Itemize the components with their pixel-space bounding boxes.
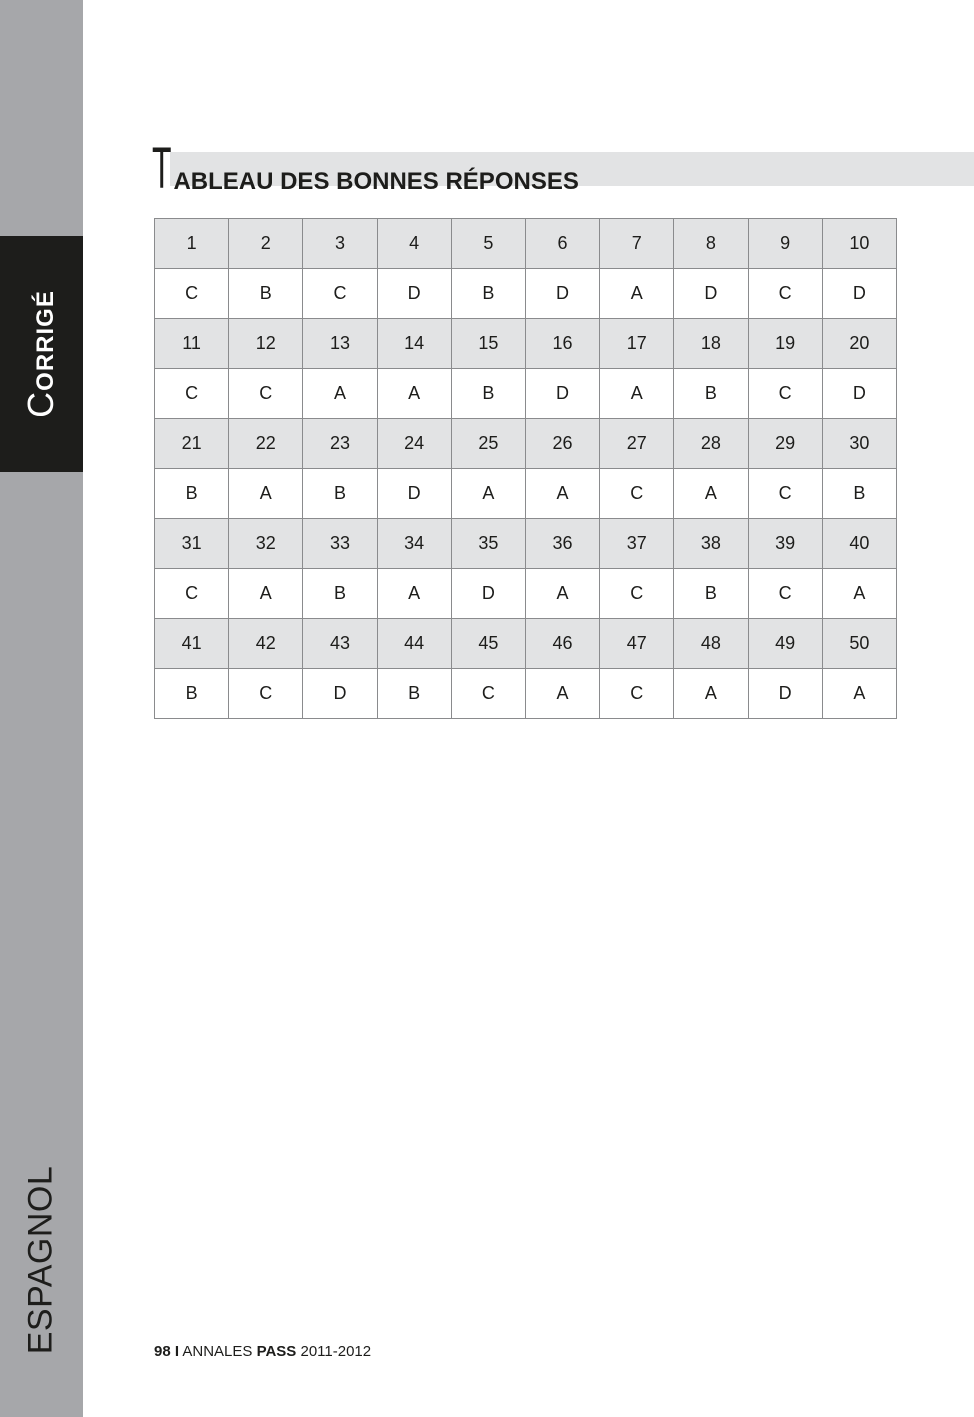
question-number-cell: 10	[822, 219, 896, 269]
answer-cell: D	[303, 669, 377, 719]
question-number-cell: 4	[377, 219, 451, 269]
answer-cell: A	[600, 369, 674, 419]
answer-cell: D	[525, 369, 599, 419]
answers-table-body	[155, 219, 897, 719]
answer-cell: B	[303, 569, 377, 619]
answer-cell: A	[377, 569, 451, 619]
answer-cell: A	[674, 669, 748, 719]
question-number-cell: 7	[600, 219, 674, 269]
question-number-cell: 28	[674, 419, 748, 469]
answer-row	[155, 369, 897, 419]
question-number-cell: 46	[525, 619, 599, 669]
question-number-cell: 26	[525, 419, 599, 469]
question-number-cell: 36	[525, 519, 599, 569]
question-number-cell: 38	[674, 519, 748, 569]
question-number-cell: 44	[377, 619, 451, 669]
answer-cell: B	[674, 569, 748, 619]
answer-cell: B	[822, 469, 896, 519]
question-number-row	[155, 419, 897, 469]
answer-cell: A	[822, 569, 896, 619]
question-number-cell: 8	[674, 219, 748, 269]
page-title	[152, 136, 579, 201]
answer-cell: D	[377, 469, 451, 519]
answer-cell: C	[748, 369, 822, 419]
question-number-cell: 34	[377, 519, 451, 569]
answer-cell: C	[155, 369, 229, 419]
answer-cell: B	[303, 469, 377, 519]
answer-cell: A	[377, 369, 451, 419]
question-number-cell: 42	[229, 619, 303, 669]
answer-cell: C	[600, 469, 674, 519]
answer-cell: C	[748, 469, 822, 519]
footer-annales: ANNALES	[182, 1343, 253, 1360]
question-number-cell: 45	[451, 619, 525, 669]
answer-cell: D	[748, 669, 822, 719]
answer-cell: B	[377, 669, 451, 719]
answer-cell: B	[155, 669, 229, 719]
question-number-cell: 29	[748, 419, 822, 469]
answer-cell: A	[525, 569, 599, 619]
answer-row	[155, 469, 897, 519]
footer-separator: I	[174, 1343, 180, 1360]
question-number-cell: 25	[451, 419, 525, 469]
section-tab-label	[20, 290, 62, 418]
question-number-cell: 47	[600, 619, 674, 669]
answer-cell: C	[600, 569, 674, 619]
question-number-cell: 12	[229, 319, 303, 369]
answer-cell: A	[525, 669, 599, 719]
answer-cell: C	[600, 669, 674, 719]
answer-cell: C	[451, 669, 525, 719]
question-number-cell: 6	[525, 219, 599, 269]
answer-cell: C	[229, 669, 303, 719]
answer-cell: D	[822, 369, 896, 419]
question-number-cell: 15	[451, 319, 525, 369]
answer-cell: C	[155, 269, 229, 319]
question-number-cell: 48	[674, 619, 748, 669]
page-title-initial: T	[152, 136, 172, 201]
question-number-cell: 23	[303, 419, 377, 469]
answer-cell: C	[748, 269, 822, 319]
answer-cell: A	[451, 469, 525, 519]
question-number-cell: 40	[822, 519, 896, 569]
question-number-cell: 13	[303, 319, 377, 369]
question-number-cell: 50	[822, 619, 896, 669]
question-number-cell: 11	[155, 319, 229, 369]
answer-cell: A	[822, 669, 896, 719]
question-number-cell: 20	[822, 319, 896, 369]
question-number-cell: 16	[525, 319, 599, 369]
answer-cell: C	[748, 569, 822, 619]
answer-cell: D	[377, 269, 451, 319]
answer-cell: A	[229, 469, 303, 519]
answer-cell: A	[525, 469, 599, 519]
question-number-cell: 27	[600, 419, 674, 469]
answer-cell: D	[674, 269, 748, 319]
answer-cell: B	[155, 469, 229, 519]
answer-row	[155, 569, 897, 619]
question-number-cell: 2	[229, 219, 303, 269]
answer-cell: B	[229, 269, 303, 319]
question-number-cell: 14	[377, 319, 451, 369]
page-title-rest: ABLEAU DES BONNES RÉPONSES	[173, 168, 579, 195]
answer-row	[155, 669, 897, 719]
answer-cell: A	[674, 469, 748, 519]
question-number-row	[155, 619, 897, 669]
footer	[154, 1343, 371, 1360]
question-number-cell: 18	[674, 319, 748, 369]
answer-cell: D	[822, 269, 896, 319]
question-number-row	[155, 219, 897, 269]
question-number-cell: 33	[303, 519, 377, 569]
section-tab-rest: ORRIGÉ	[32, 290, 59, 391]
question-number-cell: 22	[229, 419, 303, 469]
section-tab-initial: C	[20, 390, 61, 418]
answer-cell: B	[451, 369, 525, 419]
subject-label: ESPAGNOL	[21, 1165, 60, 1355]
question-number-row	[155, 319, 897, 369]
question-number-cell: 19	[748, 319, 822, 369]
answer-cell: A	[600, 269, 674, 319]
question-number-cell: 43	[303, 619, 377, 669]
answer-cell: C	[229, 369, 303, 419]
answer-cell: B	[451, 269, 525, 319]
question-number-cell: 9	[748, 219, 822, 269]
answer-cell: A	[229, 569, 303, 619]
answer-cell: C	[303, 269, 377, 319]
question-number-cell: 24	[377, 419, 451, 469]
question-number-cell: 1	[155, 219, 229, 269]
question-number-cell: 17	[600, 319, 674, 369]
question-number-cell: 5	[451, 219, 525, 269]
answers-table	[154, 218, 897, 719]
question-number-cell: 35	[451, 519, 525, 569]
question-number-cell: 37	[600, 519, 674, 569]
question-number-cell: 30	[822, 419, 896, 469]
question-number-cell: 41	[155, 619, 229, 669]
question-number-row	[155, 519, 897, 569]
answer-cell: D	[525, 269, 599, 319]
question-number-cell: 49	[748, 619, 822, 669]
answer-cell: B	[674, 369, 748, 419]
footer-pass: PASS	[256, 1343, 297, 1360]
question-number-cell: 32	[229, 519, 303, 569]
answer-cell: C	[155, 569, 229, 619]
question-number-cell: 3	[303, 219, 377, 269]
question-number-cell: 39	[748, 519, 822, 569]
answer-row	[155, 269, 897, 319]
footer-page-number: 98	[154, 1343, 171, 1360]
question-number-cell: 31	[155, 519, 229, 569]
footer-years: 2011-2012	[300, 1343, 372, 1360]
answer-cell: A	[303, 369, 377, 419]
question-number-cell: 21	[155, 419, 229, 469]
answer-cell: D	[451, 569, 525, 619]
